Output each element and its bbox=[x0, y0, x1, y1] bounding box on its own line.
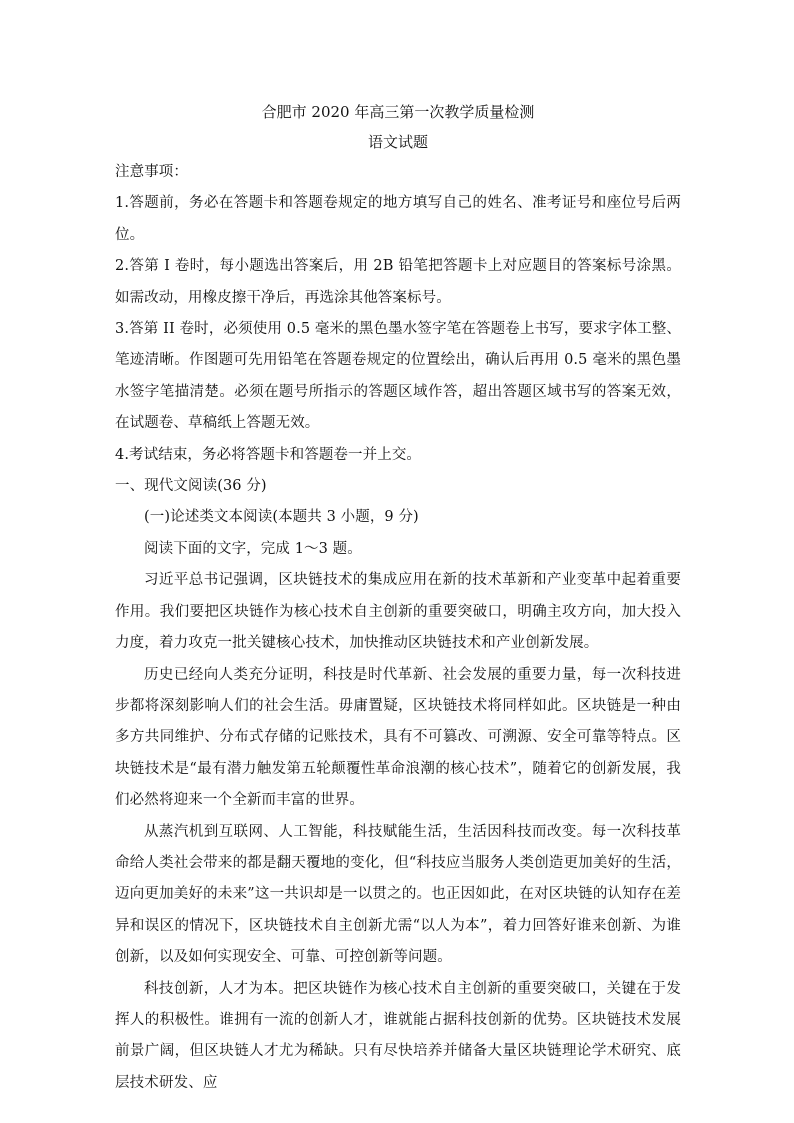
exam-page bbox=[115, 97, 681, 1099]
article-paragraph: 历史已经向人类充分证明，科技是时代革新、社会发展的重要力量，每一次科技进步都将深刻影响人们的社会生活。毋庸置疑，区块链技术将同样如此。区块链是一种由多方共同维护、分布式存储的记账技术，具有不可篡改、可溯源、安全可靠等特点。区块链技术是“最有潜力触发第五轮颠覆性革命浪潮的核心技术”，随着它的创新发展，我们必然将迎来一个全新而丰富的世界。 bbox=[115, 666, 681, 809]
article-paragraph: 科技创新，人才为本。把区块链作为核心技术自主创新的重要突破口，关键在于发挥人的积极性。谁拥有一流的创新人才，谁就能占据科技创新的优势。区块链技术发展前景广阔，但区块链人才尤为稀缺。只有尽快培养并储备大量区块链理论学术研究、底层技术研发、应 bbox=[115, 980, 681, 1091]
notice-item: 1.答题前，务必在答题卡和答题卷规定的地方填写自己的姓名、准考证号和座位号后两位。 bbox=[115, 195, 681, 243]
article-paragraph: 习近平总书记强调，区块链技术的集成应用在新的技术革新和产业变革中起着重要作用。我们要把区块链作为核心技术自主创新的重要突破口，明确主攻方向，加大投入力度，着力攻克一批关键核心技术，加快推动区块链技术和产业创新发展。 bbox=[115, 572, 681, 652]
subsection-heading: (一)论述类文本阅读(本题共 3 小题，9 分) bbox=[144, 509, 419, 526]
section-modern-reading bbox=[115, 471, 681, 565]
notice-item: 2.答第 I 卷时，每小题选出答案后，用 2B 铅笔把答题卡上对应题目的答案标号涂黑。如需改动，用橡皮擦干净后，再选涂其他答案标号。 bbox=[115, 258, 681, 306]
article-body bbox=[115, 565, 681, 1099]
notice-heading: 注意事项： bbox=[115, 164, 188, 180]
exam-subtitle: 语文试题 bbox=[367, 133, 428, 151]
reading-instruction: 阅读下面的文字，完成 1～3 题。 bbox=[144, 540, 362, 557]
notice-section bbox=[115, 157, 681, 471]
exam-title: 合肥市 2020 年高三第一次教学质量检测 bbox=[261, 103, 535, 121]
article-paragraph: 从蒸汽机到互联网、人工智能，科技赋能生活，生活因科技而改变。每一次科技革命给人类社会带来的都是翻天覆地的变化，但“科技应当服务人类创造更加美好的生活，迈向更加美好的未来”这一共识却是一以贯之的。也正因如此，在对区块链的认知存在差异和误区的情况下，区块链技术自主创新尤需“以人为本”，着力回答好谁来创新、为谁创新，以及如何实现安全、可靠、可控创新等问题。 bbox=[115, 823, 681, 966]
notice-item: 3.答第 II 卷时，必须使用 0.5 毫米的黑色墨水签字笔在答题卷上书写，要求字体工整、笔迹清晰。作图题可先用铅笔在答题卷规定的位置绘出，确认后再用 0.5 毫米的黑色墨水签字笔描清楚。必须在题号所指示的答题区域作答，超出答题区域书写的答案无效，在试题卷、草稿纸上答题无效。 bbox=[115, 321, 681, 432]
section-heading: 一、现代文阅读(36 分) bbox=[115, 478, 267, 495]
notice-item: 4.考试结束，务必将答题卡和答题卷一并上交。 bbox=[115, 446, 422, 463]
